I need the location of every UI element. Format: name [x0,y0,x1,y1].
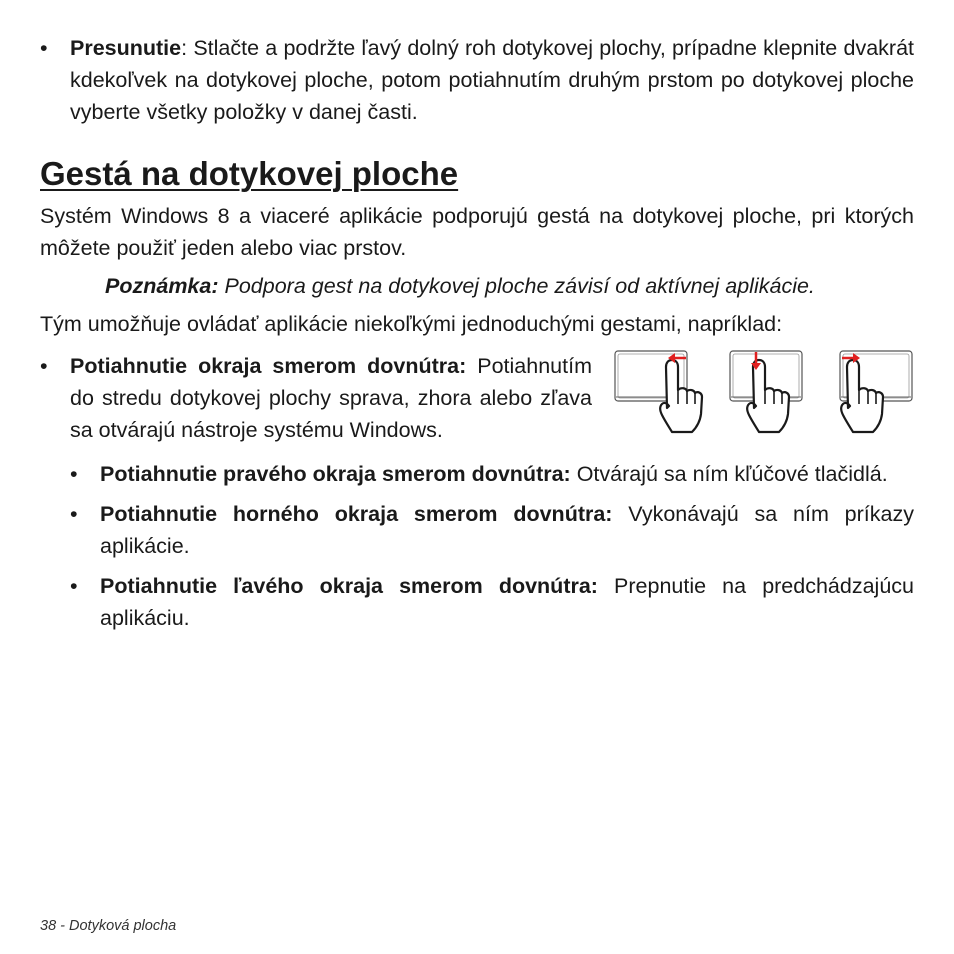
term-right-edge: Potiahnutie pravého okraja smerom dovnútra: [100,462,571,486]
bullet: • [70,574,78,598]
page-content [40,32,914,634]
item-text: Prepnutie na predchádzajúcu aplikáciu. [100,574,914,630]
term-edge-swipe: Potiahnutie okraja smerom dovnútra: [70,354,467,378]
section-heading: Gestá na dotykovej ploche [40,155,459,192]
bullet: • [40,36,48,60]
bullet: • [40,354,48,378]
edge-swipe-row [40,350,914,446]
swipe-right-edge-icon [615,351,702,432]
list-item-top-edge [70,498,914,562]
term-presunutie: Presunutie [70,36,182,60]
bullet: • [70,502,78,526]
note [105,270,914,302]
note-label: Poznámka: [105,274,219,298]
paragraph-examples: Tým umožňuje ovládať aplikácie niekoľkými jednoduchými gestami, napríklad: [40,312,783,336]
list-item-presunutie [40,32,914,128]
item-text: : Stlačte a podržte ľavý dolný roh dotykovej plochy, prípadne klepnite dvakrát kdekoľvek na dotykovej ploche, potom potiahnutím druhým prstom po dotykovej ploche vyberte všetky položky v danej časti. [70,36,914,124]
item-text: Vykonávajú sa ním príkazy aplikácie. [100,502,914,558]
page-footer: 38 - Dotyková plocha [40,918,177,934]
list-item-right-edge [70,458,914,490]
item-text: Otvárajú sa ním kľúčové tlačidlá. [570,462,888,486]
bullet: • [70,462,78,486]
list-item-edge-swipe [40,350,592,446]
paragraph-intro: Systém Windows 8 a viaceré aplikácie podporujú gestá na dotykovej ploche, pri ktorých môžete použiť jeden alebo viac prstov. [40,204,914,260]
swipe-top-edge-icon [730,351,802,432]
gesture-illustrations [614,350,914,445]
item-text: Potiahnutím do stredu dotykovej plochy sprava, zhora alebo zľava sa otvárajú nástroje systému Windows. [70,354,592,442]
note-text: Podpora gest na dotykovej ploche závisí od aktívnej aplikácie. [218,274,815,298]
swipe-left-edge-icon [840,351,912,432]
list-item-left-edge [70,570,914,634]
term-top-edge: Potiahnutie horného okraja smerom dovnútra: [100,502,613,526]
term-left-edge: Potiahnutie ľavého okraja smerom dovnútra: [100,574,598,598]
